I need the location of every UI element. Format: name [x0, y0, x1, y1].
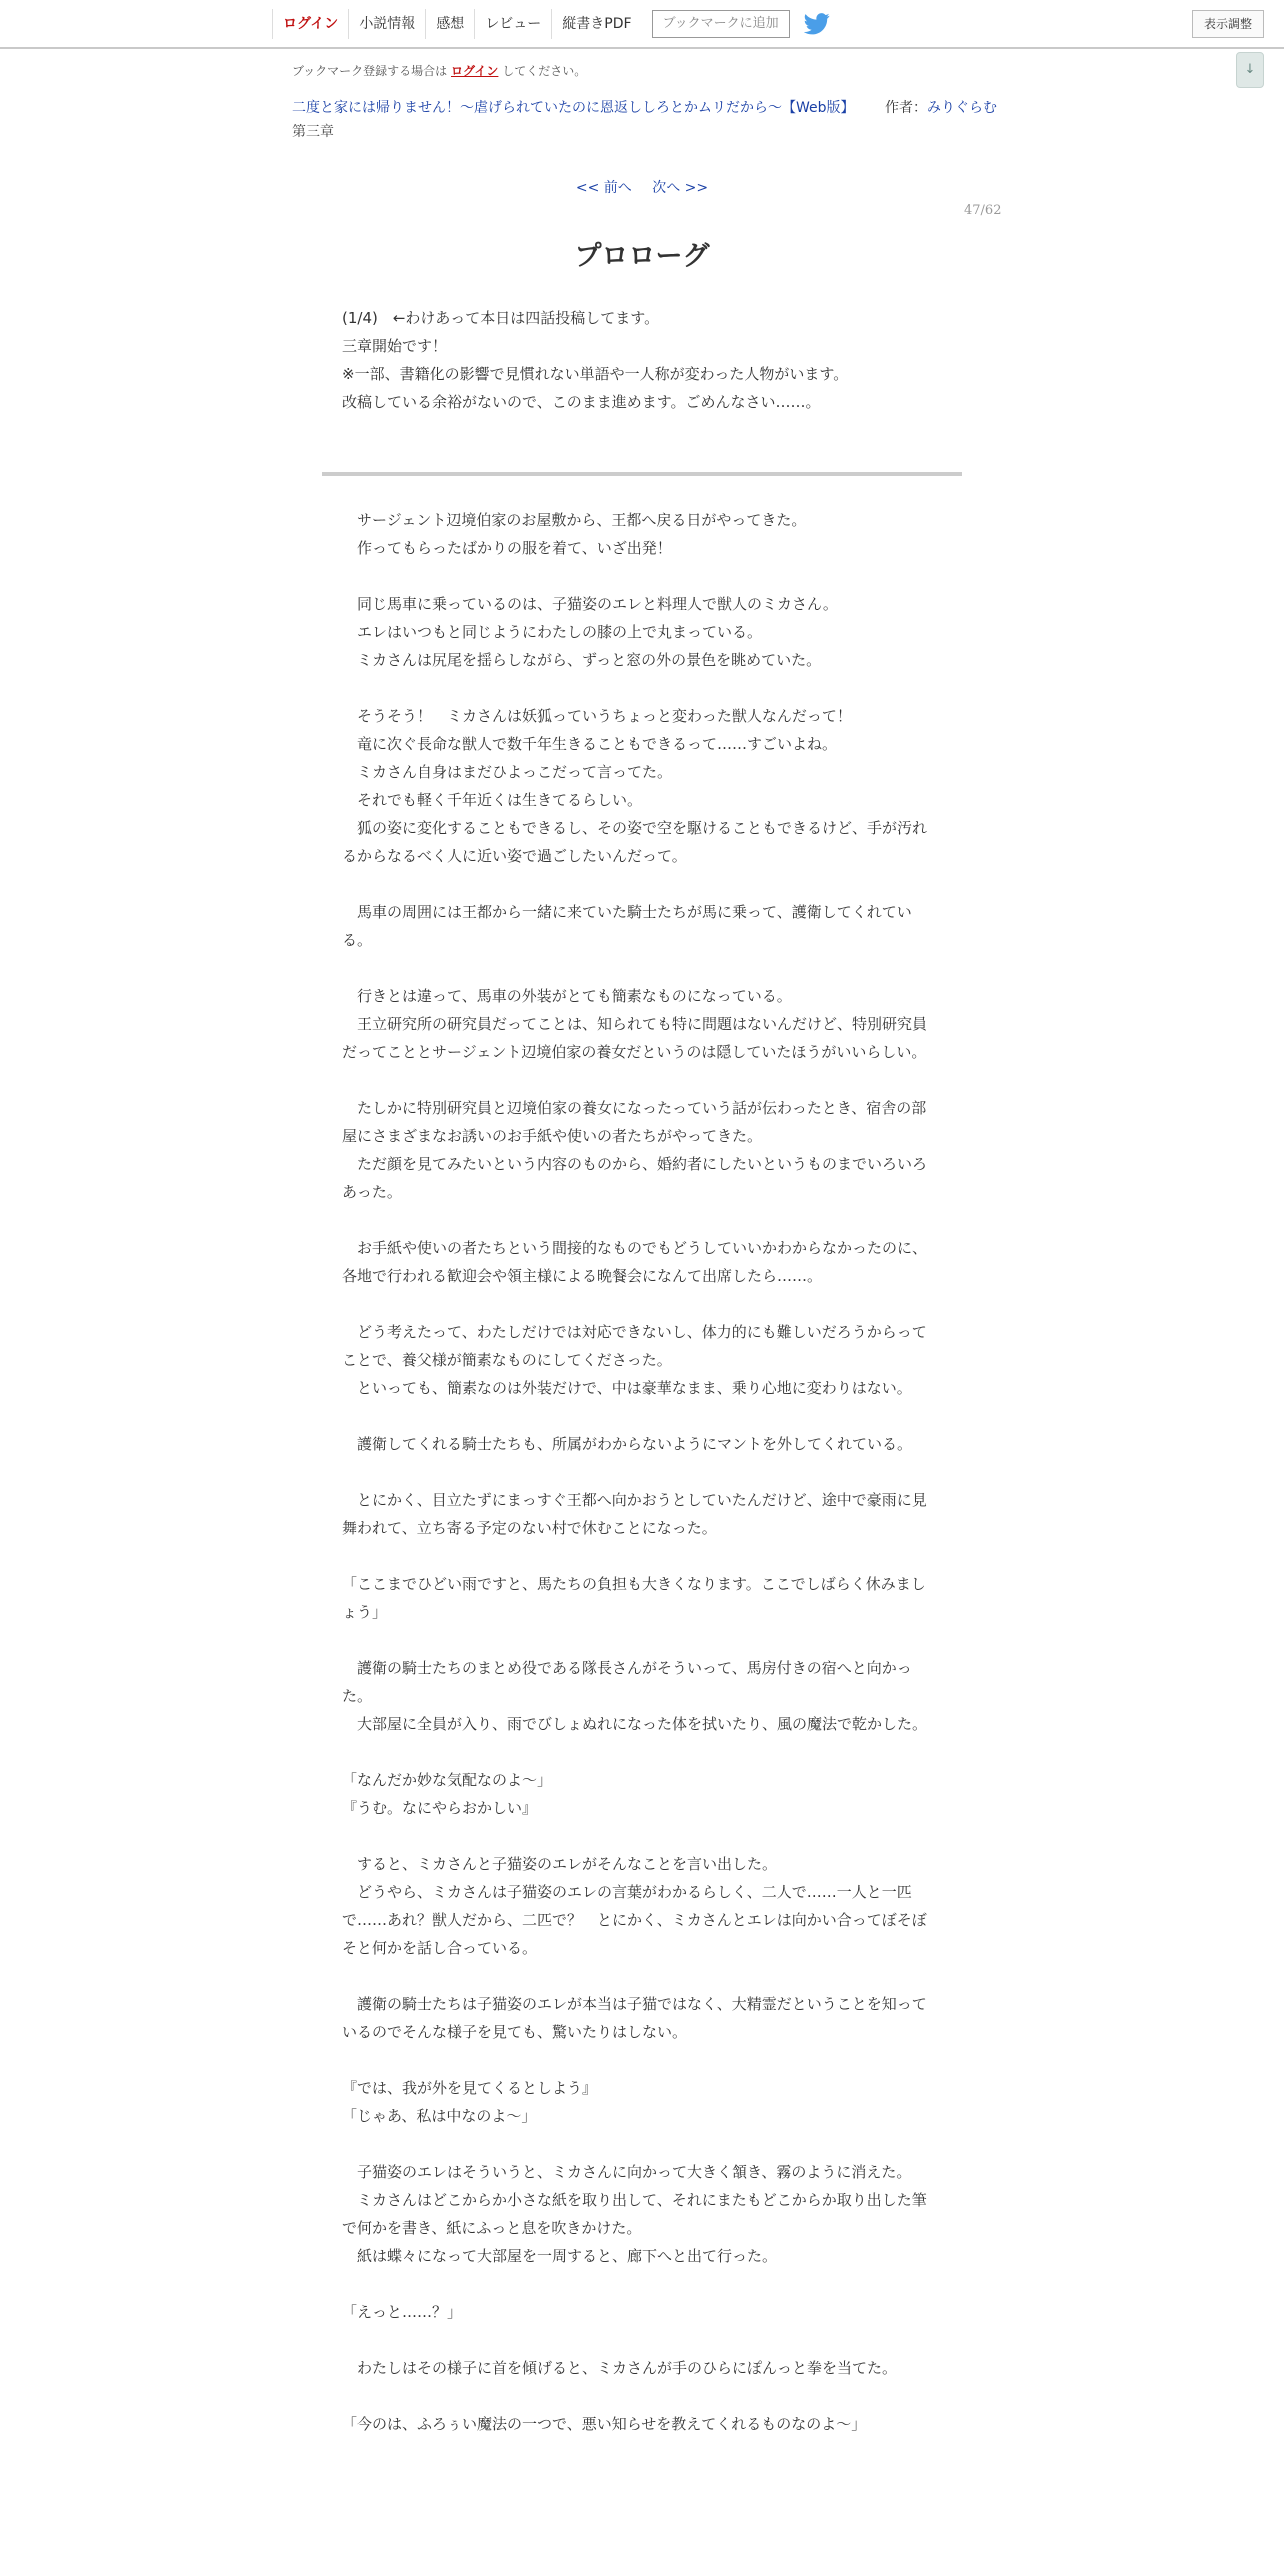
bookmark-note-prefix: ブックマーク登録する場合は	[292, 64, 448, 78]
preface-paragraph: 改稿している余裕がないので、このまま進めます。ごめんなさい……。	[342, 393, 821, 411]
top-navigation-bar	[0, 0, 1284, 49]
nav-review-link[interactable]: レビュー	[474, 9, 551, 39]
body-paragraph: 「えっと……？」	[342, 2303, 463, 2321]
nav-novel-info-link[interactable]: 小説情報	[348, 9, 425, 39]
global-nav	[272, 9, 830, 39]
body-paragraph: サージェント辺境伯家のお屋敷から、王都へ戻る日がやってきた。	[342, 511, 807, 529]
bookmark-note-suffix: してください。	[502, 64, 587, 78]
body-paragraph: 『うむ。なにやらおかしい』	[342, 1799, 538, 1817]
body-paragraph: 行きとは違って、馬車の外装がとても簡素なものになっている。	[342, 987, 792, 1005]
body-paragraph	[342, 2326, 938, 2354]
body-paragraph: すると、ミカさんと子猫姿のエレがそんなことを言い出した。	[342, 1855, 778, 1873]
body-paragraph: 「ここまでひどい雨ですと、馬たちの負担も大きくなります。ここでしばらく休みましょう」	[342, 1575, 926, 1621]
body-paragraph: 「今のは、ふろぅい魔法の一つで、悪い知らせを教えてくれるものなのよ～」	[342, 2415, 867, 2433]
body-paragraph	[342, 1962, 938, 1990]
series-header	[292, 97, 997, 117]
body-paragraph: 『では、我が外を見てくるとしよう』	[342, 2079, 598, 2097]
body-paragraph	[342, 2046, 938, 2074]
body-paragraph	[342, 1066, 938, 1094]
scroll-down-arrow-icon[interactable]: ↓	[1236, 52, 1264, 88]
episode-pager	[0, 177, 1284, 197]
nav-vertical-pdf-link[interactable]: 縦書きPDF	[551, 9, 641, 39]
add-bookmark-button[interactable]: ブックマークに追加	[652, 10, 790, 38]
body-paragraph: たしかに特別研究員と辺境伯家の養女になったっていう話が伝わったとき、宿舎の部屋にさまざまなお誘いのお手紙や使いの者たちがやってきた。	[342, 1099, 927, 1145]
body-paragraph: 「なんだか妙な気配なのよ～」	[342, 1771, 553, 1789]
bookmark-note-login-link[interactable]: ログイン	[451, 64, 499, 78]
body-paragraph: 馬車の周囲には王都から一緒に来ていた騎士たちが馬に乗って、護衛してくれている。	[342, 903, 912, 949]
author-link[interactable]: みりぐらむ	[926, 100, 997, 116]
body-paragraph: といっても、簡素なのは外装だけで、中は豪華なまま、乗り心地に変わりはない。	[342, 1379, 912, 1397]
preface-paragraph: (1/4) ←わけあって本日は四話投稿してます。	[342, 309, 660, 327]
episode-counter: 47/62	[964, 203, 1002, 218]
nav-login-link[interactable]: ログイン	[272, 9, 348, 39]
body-paragraph: 作ってもらったばかりの服を着て、いざ出発！	[342, 539, 672, 557]
body-paragraph	[342, 2130, 938, 2158]
episode-body	[342, 506, 938, 2438]
body-paragraph	[342, 954, 938, 982]
body-paragraph: 同じ馬車に乗っているのは、子猫姿のエレと料理人で獣人のミカさん。	[342, 595, 838, 613]
body-paragraph: エレはいつもと同じようにわたしの膝の上で丸まっている。	[342, 623, 763, 641]
body-paragraph: そうそう！ ミカさんは妖狐っていうちょっと変わった獣人なんだって！	[342, 707, 852, 725]
body-paragraph	[342, 1458, 938, 1486]
body-paragraph: どう考えたって、わたしだけでは対応できないし、体力的にも難しいだろうからってことで、養父様が簡素なものにしてくださった。	[342, 1323, 927, 1369]
twitter-bird-icon[interactable]	[804, 13, 830, 35]
body-paragraph	[342, 870, 938, 898]
nav-impressions-link[interactable]: 感想	[425, 9, 474, 39]
body-paragraph: お手紙や使いの者たちという間接的なものでもどうしていいかわからなかったのに、各地で行われる歓迎会や領主様による晩餐会になんて出席したら……。	[342, 1239, 928, 1285]
preface-divider	[322, 472, 962, 476]
body-paragraph	[342, 562, 938, 590]
preface-paragraph: 三章開始です！	[342, 337, 448, 355]
episode-title: プロローグ	[574, 241, 710, 272]
body-paragraph: 護衛してくれる騎士たちも、所属がわからないようにマントを外してくれている。	[342, 1435, 913, 1453]
body-paragraph: 「じゃあ、私は中なのよ～」	[342, 2107, 537, 2125]
body-paragraph	[342, 1542, 938, 1570]
chapter-title: 第三章	[292, 124, 334, 140]
body-paragraph: ミカさんはどこからか小さな紙を取り出して、それにまたもどこからか取り出した筆で何かを書き、紙にふっと息を吹きかけた。	[342, 2191, 927, 2237]
body-paragraph	[342, 1738, 938, 1766]
body-paragraph: 竜に次ぐ長命な獣人で数千年生きることもできるって……すごいよね。	[342, 735, 838, 753]
next-episode-link[interactable]: 次へ >>	[652, 180, 709, 196]
body-paragraph	[342, 2270, 938, 2298]
body-paragraph: それでも軽く千年近くは生きてるらしい。	[342, 791, 643, 809]
body-paragraph	[342, 1290, 938, 1318]
body-paragraph: 護衛の騎士たちのまとめ役である隊長さんがそういって、馬房付きの宿へと向かった。	[342, 1659, 912, 1705]
preface-paragraph: ※一部、書籍化の影響で見慣れない単語や一人称が変わった人物がいます。	[342, 365, 849, 383]
body-paragraph	[342, 1402, 938, 1430]
author-label: 作者：	[884, 100, 927, 116]
body-paragraph	[342, 2382, 938, 2410]
body-paragraph	[342, 674, 938, 702]
body-paragraph: 護衛の騎士たちは子猫姿のエレが本当は子猫ではなく、大精霊だということを知っているのでそんな様子を見ても、驚いたりはしない。	[342, 1995, 927, 2041]
author-preface	[342, 304, 942, 416]
display-settings-button[interactable]: 表示調整	[1192, 10, 1264, 38]
prev-episode-link[interactable]: << 前へ	[575, 180, 632, 196]
body-paragraph: 子猫姿のエレはそういうと、ミカさんに向かって大きく頷き、霧のように消えた。	[342, 2163, 912, 2181]
body-paragraph: 紙は蝶々になって大部屋を一周すると、廊下へと出て行った。	[342, 2247, 778, 2265]
body-paragraph: 王立研究所の研究員だってことは、知られても特に問題はないんだけど、特別研究員だってこととサージェント辺境伯家の養女だというのは隠していたほうがいいらしい。	[342, 1015, 928, 1061]
body-paragraph	[342, 1626, 938, 1654]
series-title-link[interactable]: 二度と家には帰りません！～虐げられていたのに恩返ししろとかムリだから～【Web版】	[292, 100, 855, 116]
body-paragraph: 大部屋に全員が入り、雨でびしょぬれになった体を拭いたり、風の魔法で乾かした。	[342, 1715, 928, 1733]
body-paragraph	[342, 1206, 938, 1234]
body-paragraph: ただ顔を見てみたいという内容のものから、婚約者にしたいというものまでいろいろあった。	[342, 1155, 928, 1201]
body-paragraph: 狐の姿に変化することもできるし、その姿で空を駆けることもできるけど、手が汚れるからなるべく人に近い姿で過ごしたいんだって。	[342, 819, 928, 865]
body-paragraph: どうやら、ミカさんは子猫姿のエレの言葉がわかるらしく、二人で……一人と一匹で……あれ？獣人だから、二匹で？ とにかく、ミカさんとエレは向かい合ってぼそぼそと何かを話し合っている。	[342, 1883, 927, 1957]
body-paragraph: ミカさんは尻尾を揺らしながら、ずっと窓の外の景色を眺めていた。	[342, 651, 822, 669]
bookmark-login-notice	[292, 62, 586, 79]
body-paragraph: ミカさん自身はまだひよっこだって言ってた。	[342, 763, 673, 781]
body-paragraph: とにかく、目立たずにまっすぐ王都へ向かおうとしていたんだけど、途中で豪雨に見舞われて、立ち寄る予定のない村で休むことになった。	[342, 1491, 927, 1537]
body-paragraph: わたしはその様子に首を傾げると、ミカさんが手のひらにぽんっと拳を当てた。	[342, 2359, 898, 2377]
body-paragraph	[342, 1822, 938, 1850]
